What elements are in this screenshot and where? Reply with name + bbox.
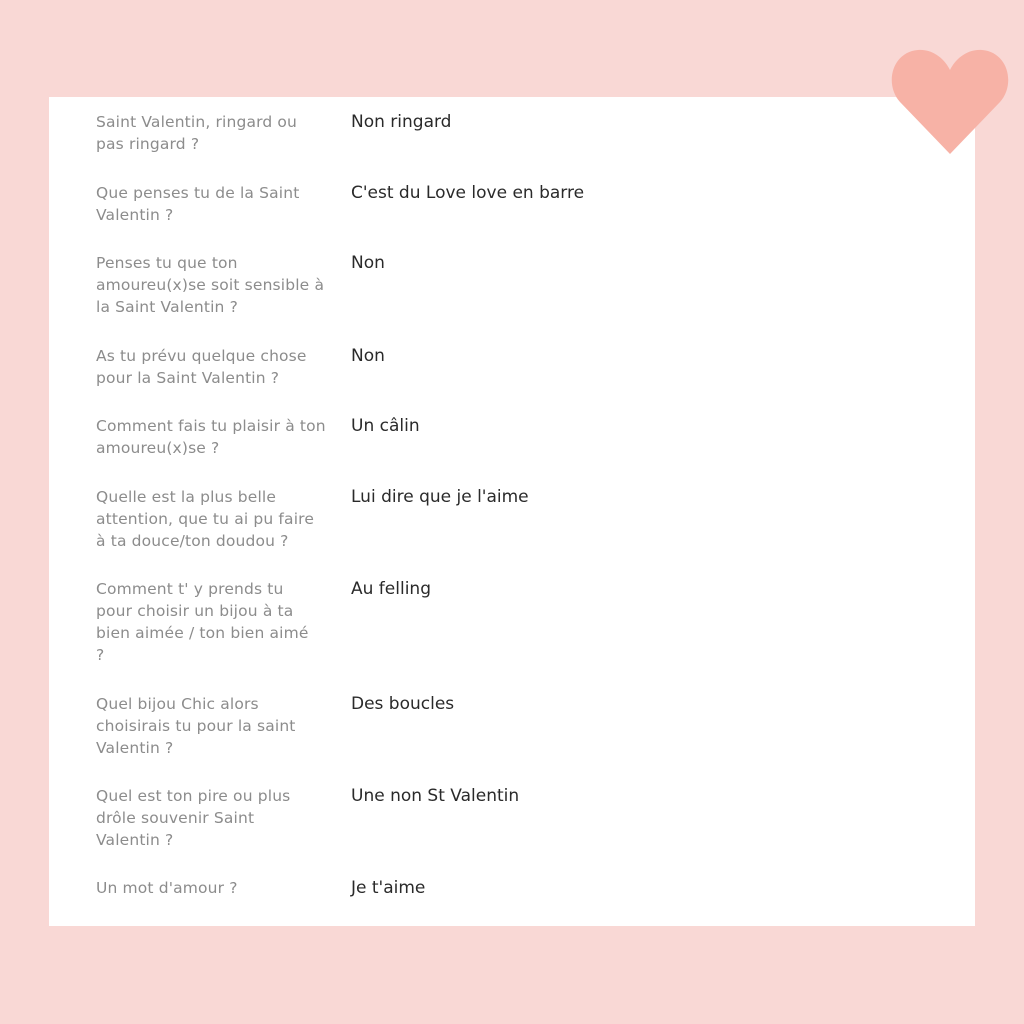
answer-text: Non [351,346,385,366]
question-text: Penses tu que ton amoureu(x)se soit sensible à la Saint Valentin ? [96,254,325,316]
qa-card [49,97,975,926]
answer-text: Je t'aime [351,878,426,898]
question-text: Un mot d'amour ? [96,879,238,897]
answer-text: Non ringard [351,112,452,132]
question-text: As tu prévu quelque chose pour la Saint Valentin ? [96,347,307,387]
question-text: Quelle est la plus belle attention, que tu ai pu faire à ta douce/ton doudou ? [96,488,315,550]
answer-text: Une non St Valentin [351,786,520,806]
answer-text: Lui dire que je l'aime [351,487,529,507]
heart-icon [890,48,1010,158]
question-text: Quel est ton pire ou plus drôle souvenir Saint Valentin ? [96,787,291,849]
answer-text: Non [351,253,385,273]
answer-text: Des boucles [351,694,455,714]
question-text: Que penses tu de la Saint Valentin ? [96,184,300,224]
question-text: Quel bijou Chic alors choisirais tu pour la saint Valentin ? [96,695,296,757]
question-text: Comment fais tu plaisir à ton amoureu(x)se ? [96,417,326,457]
answer-text: C'est du Love love en barre [351,183,585,203]
answer-text: Un câlin [351,416,420,436]
question-text: Comment t' y prends tu pour choisir un bijou à ta bien aimée / ton bien aimé ? [96,580,309,664]
answer-text: Au felling [351,579,431,599]
question-text: Saint Valentin, ringard ou pas ringard ? [96,113,298,153]
